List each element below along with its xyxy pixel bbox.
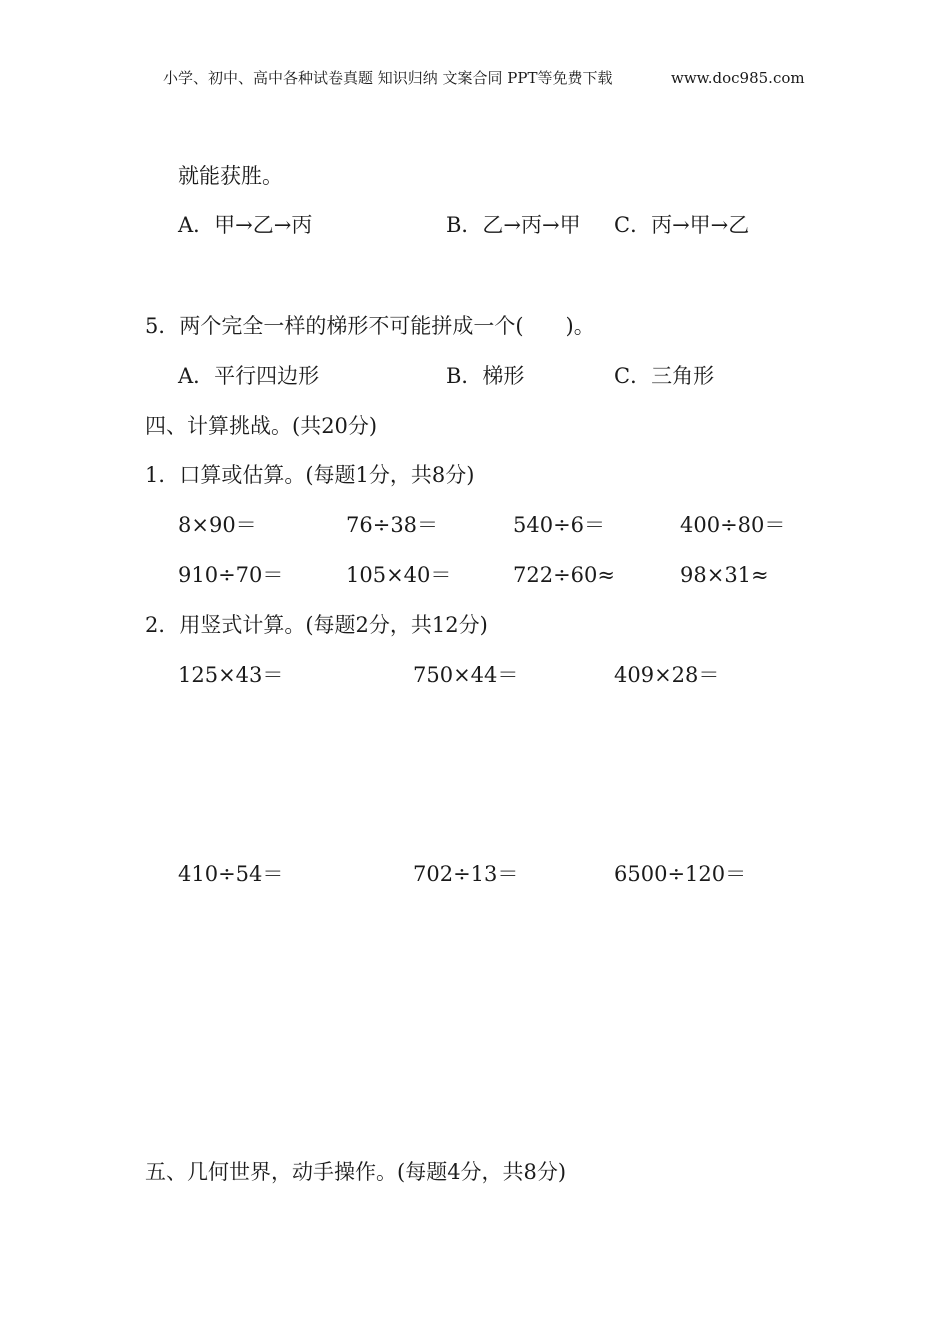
calc-item: 750×44＝ — [413, 663, 519, 687]
calc-item: 540÷6＝ — [513, 513, 606, 537]
question-text: 就能获胜。 — [178, 164, 283, 188]
calc-item: 410÷54＝ — [178, 862, 284, 886]
option-c: C．三角形 — [614, 364, 715, 388]
header-text: 小学、初中、高中各种试卷真题 知识归纳 文案合同 PPT等免费下载 — [163, 69, 613, 87]
header-url: www.doc985.com — [671, 69, 805, 87]
option-b: B．乙→丙→甲 — [446, 213, 581, 237]
calc-item: 400÷80＝ — [680, 513, 786, 537]
calc-item: 910÷70＝ — [178, 563, 284, 587]
calc-item: 105×40＝ — [346, 563, 452, 587]
section-title: 五、几何世界，动手操作。(每题4分，共8分) — [145, 1160, 567, 1184]
question-text: 5．两个完全一样的梯形不可能拼成一个( )。 — [145, 314, 595, 338]
calc-item: 722÷60≈ — [513, 563, 615, 587]
option-a: A．甲→乙→丙 — [178, 213, 313, 237]
calc-item: 125×43＝ — [178, 663, 284, 687]
option-a: A．平行四边形 — [178, 364, 320, 388]
part-title: 1．口算或估算。(每题1分，共8分) — [145, 463, 475, 487]
calc-item: 409×28＝ — [614, 663, 720, 687]
section-title: 四、计算挑战。(共20分) — [145, 414, 378, 438]
calc-item: 98×31≈ — [680, 563, 769, 587]
option-b: B．梯形 — [446, 364, 525, 388]
part-title: 2．用竖式计算。(每题2分，共12分) — [145, 613, 488, 637]
calc-item: 8×90＝ — [178, 513, 257, 537]
calc-item: 76÷38＝ — [346, 513, 439, 537]
option-c: C．丙→甲→乙 — [614, 213, 750, 237]
calc-item: 702÷13＝ — [413, 862, 519, 886]
calc-item: 6500÷120＝ — [614, 862, 747, 886]
